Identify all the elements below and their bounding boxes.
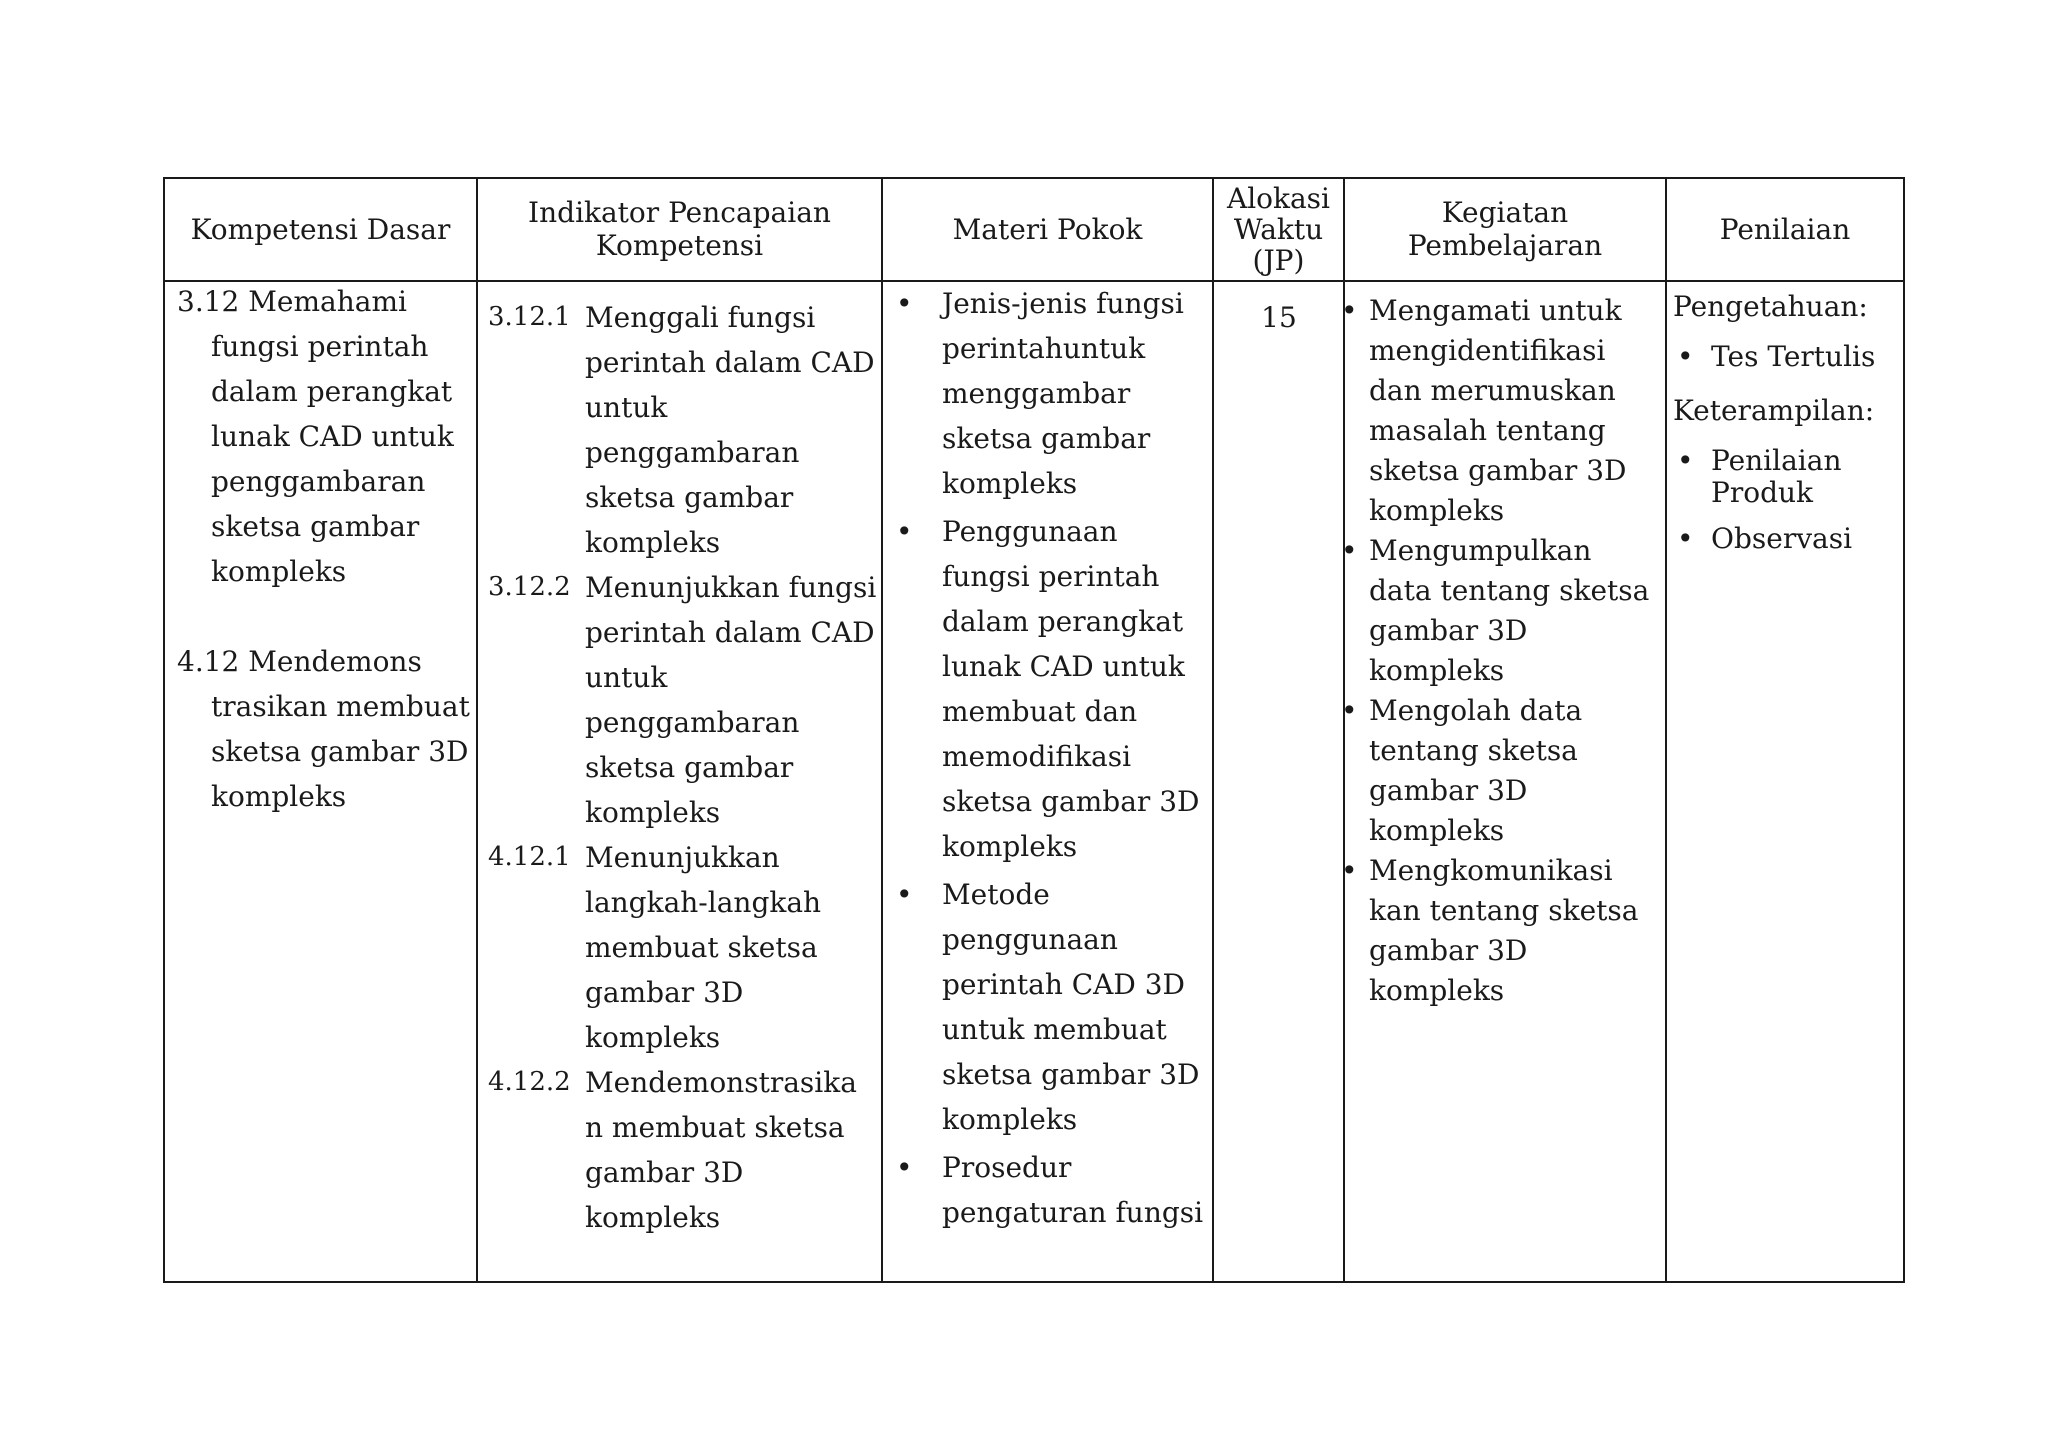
indikator-text: Mendemonstrasika n membuat sketsa gambar 3D kompleks: [585, 1066, 857, 1234]
kegiatan-item: [1341, 291, 1661, 531]
column-divider: [1665, 177, 1667, 1283]
header-label: Kompetensi: [595, 229, 764, 262]
materi-item: [890, 1145, 1210, 1235]
indikator-cell: [488, 295, 883, 1240]
table-border-right: [1903, 177, 1905, 1283]
header-label: (JP): [1252, 243, 1305, 277]
bullet-icon: •: [896, 878, 913, 911]
materi-text: Metode penggunaan perintah CAD 3D untuk membuat sketsa gambar 3D kompleks: [942, 878, 1200, 1136]
header-label: Kompetensi Dasar: [190, 212, 451, 246]
materi-text: Penggunaan fungsi perintah dalam perangkat lunak CAD untuk membuat dan memodifikasi sketsa gambar 3D kompleks: [942, 515, 1200, 863]
penilaian-text: Tes Tertulis: [1711, 340, 1876, 373]
header-label: Materi Pokok: [952, 212, 1143, 246]
indikator-item: [488, 835, 883, 1060]
indikator-number: 4.12.1: [488, 842, 571, 872]
curriculum-table: [163, 177, 1905, 1283]
indikator-number: 4.12.2: [488, 1067, 571, 1097]
materi-text: Prosedur pengaturan fungsi: [942, 1151, 1204, 1229]
materi-text: Jenis-jenis fungsi perintahuntuk menggambar sketsa gambar kompleks: [942, 287, 1184, 500]
alokasi-waktu-value: 15: [1261, 301, 1297, 334]
header-kegiatan-pembelajaran: [1345, 177, 1665, 281]
bullet-icon: •: [1677, 444, 1694, 477]
indikator-item: [488, 295, 883, 565]
kegiatan-text: Mengolah data tentang sketsa gambar 3D kompleks: [1369, 694, 1583, 847]
kompetensi-dasar-item: 3.12 Memahami fungsi perintah dalam perangkat lunak CAD untuk penggambaran sketsa gambar kompleks: [177, 285, 454, 588]
bullet-icon: •: [1341, 534, 1358, 567]
indikator-text: Menggali fungsi perintah dalam CAD untuk penggambaran sketsa gambar kompleks: [585, 301, 875, 559]
header-label: Indikator Pencapaian: [528, 196, 831, 229]
header-label: Waktu: [1233, 212, 1324, 246]
materi-pokok-cell: [890, 281, 1210, 1235]
header-penilaian: [1667, 177, 1903, 281]
indikator-item: [488, 1060, 883, 1240]
penilaian-item: [1673, 445, 1901, 509]
bullet-icon: •: [1677, 522, 1694, 555]
penilaian-text: Observasi: [1711, 522, 1853, 555]
bullet-icon: •: [1677, 340, 1694, 373]
header-alokasi-waktu: [1214, 177, 1343, 281]
indikator-text: Menunjukkan fungsi perintah dalam CAD untuk penggambaran sketsa gambar kompleks: [585, 571, 877, 829]
kegiatan-text: Mengamati untuk mengidentifikasi dan merumuskan masalah tentang sketsa gambar 3D kompleks: [1369, 294, 1627, 527]
indikator-text: Menunjukkan langkah-langkah membuat sketsa gambar 3D kompleks: [585, 841, 822, 1054]
column-divider: [1212, 177, 1214, 1283]
penilaian-text: Penilaian Produk: [1711, 444, 1842, 509]
kompetensi-dasar-item: 4.12 Mendemons trasikan membuat sketsa gambar 3D kompleks: [177, 645, 470, 813]
penilaian-item: [1673, 523, 1901, 555]
pengetahuan-label: Pengetahuan:: [1673, 290, 1868, 323]
indikator-number: 3.12.1: [488, 302, 571, 332]
header-materi-pokok: [883, 177, 1212, 281]
materi-item: [890, 509, 1210, 869]
header-label: Penilaian: [1719, 212, 1851, 246]
kegiatan-item: [1341, 531, 1661, 691]
penilaian-item: [1673, 341, 1901, 373]
header-label: Kegiatan: [1441, 196, 1569, 229]
header-label: Pembelajaran: [1407, 229, 1603, 262]
kegiatan-item: [1341, 691, 1661, 851]
table-border-left: [163, 177, 165, 1283]
header-kompetensi-dasar: [165, 177, 476, 281]
bullet-icon: •: [1341, 854, 1358, 887]
bullet-icon: •: [1341, 694, 1358, 727]
kegiatan-item: [1341, 851, 1661, 1011]
header-indikator: [478, 177, 881, 281]
indikator-item: [488, 565, 883, 835]
bullet-icon: •: [1341, 294, 1358, 327]
bullet-icon: •: [896, 515, 913, 548]
keterampilan-label: Keterampilan:: [1673, 394, 1875, 427]
bullet-icon: •: [896, 287, 913, 320]
header-label: Alokasi: [1226, 181, 1331, 215]
materi-item: [890, 281, 1210, 506]
penilaian-cell: [1673, 291, 1901, 569]
materi-item: [890, 872, 1210, 1142]
table-border-bottom: [163, 1281, 1905, 1283]
kegiatan-text: Mengumpulkan data tentang sketsa gambar 3D kompleks: [1369, 534, 1650, 687]
kegiatan-text: Mengkomunikasi kan tentang sketsa gambar 3D kompleks: [1369, 854, 1639, 1007]
kompetensi-dasar-cell: [177, 279, 477, 819]
bullet-icon: •: [896, 1151, 913, 1184]
kegiatan-cell: [1341, 291, 1661, 1011]
indikator-number: 3.12.2: [488, 572, 571, 602]
